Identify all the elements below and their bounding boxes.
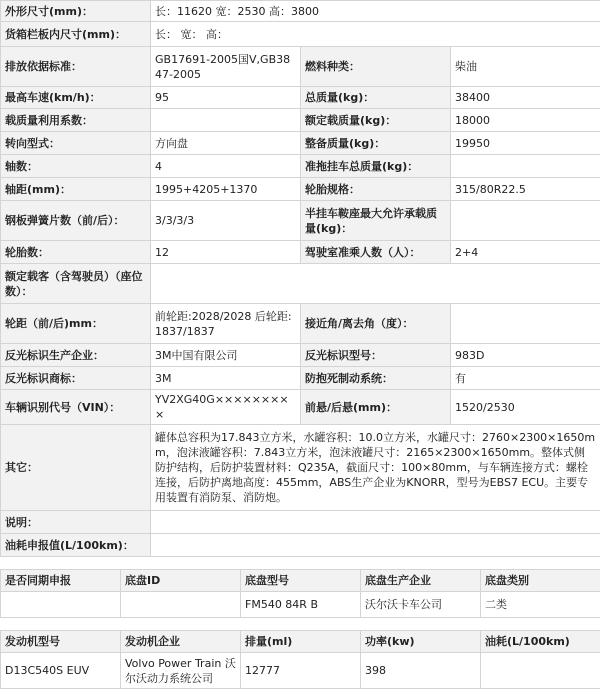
engine-power-value: 398 — [361, 653, 481, 689]
outer-size-value: 长：11620 宽：2530 高：3800 — [151, 1, 600, 22]
wheelbase-value: 1995+4205+1370 — [151, 178, 301, 201]
saddle-load-value — [451, 201, 600, 241]
reflector-maker-label: 反光标识生产企业： — [1, 344, 151, 367]
engine-header-fuel: 油耗(L/100km) — [481, 631, 600, 653]
engine-table — [0, 630, 600, 689]
reflector-model-value: 983D — [451, 344, 600, 367]
passenger-capacity-label: 额定载客（含驾驶员）（座位数）： — [1, 264, 151, 304]
chassis-header-category: 底盘类别 — [481, 570, 600, 592]
cab-seats-value: 2+4 — [451, 241, 600, 264]
approach-angle-value — [451, 304, 600, 344]
rated-load-value: 18000 — [451, 109, 600, 132]
passenger-capacity-value — [151, 264, 600, 304]
chassis-header-maker: 底盘生产企业 — [361, 570, 481, 592]
overhang-value: 1520/2530 — [451, 390, 600, 425]
curb-mass-label: 整备质量(kg)： — [301, 132, 451, 155]
track-width-value: 前轮距:2028/2028 后轮距:1837/1837 — [151, 304, 301, 344]
chassis-table — [0, 569, 600, 618]
vin-label: 车辆识别代号（VIN）： — [1, 390, 151, 425]
chassis-header-model: 底盘型号 — [241, 570, 361, 592]
total-mass-label: 总质量(kg)： — [301, 87, 451, 109]
note-label: 说明： — [1, 511, 151, 534]
fuel-report-label: 油耗申报值(L/100km)： — [1, 534, 151, 557]
engine-header-displacement: 排量(ml) — [241, 631, 361, 653]
reflector-maker-value: 3M中国有限公司 — [151, 344, 301, 367]
overhang-label: 前悬/后悬(mm)： — [301, 390, 451, 425]
saddle-load-label: 半挂车鞍座最大允许承载质量(kg)： — [301, 201, 451, 241]
steering-label: 转向型式： — [1, 132, 151, 155]
axle-count-label: 轴数： — [1, 155, 151, 178]
trailer-mass-value — [451, 155, 600, 178]
note-value — [151, 511, 600, 534]
load-utilization-label: 载质量利用系数： — [1, 109, 151, 132]
fuel-type-label: 燃料种类： — [301, 47, 451, 87]
cargo-size-value: 长： 宽： 高： — [151, 22, 600, 47]
total-mass-value: 38400 — [451, 87, 600, 109]
reflector-brand-label: 反光标识商标： — [1, 367, 151, 390]
chassis-id-value — [121, 592, 241, 618]
track-width-label: 轮距（前/后)mm： — [1, 304, 151, 344]
reflector-brand-value: 3M — [151, 367, 301, 390]
fuel-report-value — [151, 534, 600, 557]
max-speed-value: 95 — [151, 87, 301, 109]
approach-angle-label: 接近角/离去角（度）： — [301, 304, 451, 344]
chassis-maker-value: 沃尔沃卡车公司 — [361, 592, 481, 618]
load-utilization-value — [151, 109, 301, 132]
engine-header-model: 发动机型号 — [1, 631, 121, 653]
cargo-size-label: 货箱栏板内尺寸(mm)： — [1, 22, 151, 47]
chassis-model-value: FM540 84R B — [241, 592, 361, 618]
emission-standard-value: GB17691-2005国Ⅴ,GB3847-2005 — [151, 47, 301, 87]
vin-value: YV2XG40G××××××××× — [151, 390, 301, 425]
section-gap — [0, 557, 600, 569]
rated-load-label: 额定载质量(kg)： — [301, 109, 451, 132]
abs-value: 有 — [451, 367, 600, 390]
wheelbase-label: 轴距(mm)： — [1, 178, 151, 201]
tire-spec-label: 轮胎规格： — [301, 178, 451, 201]
cab-seats-label: 驾驶室准乘人数（人）： — [301, 241, 451, 264]
chassis-category-value: 二类 — [481, 592, 600, 618]
emission-standard-label: 排放依据标准： — [1, 47, 151, 87]
fuel-type-value: 柴油 — [451, 47, 600, 87]
tire-count-value: 12 — [151, 241, 301, 264]
engine-fuel-value — [481, 653, 600, 689]
engine-header-maker: 发动机企业 — [121, 631, 241, 653]
leaf-spring-value: 3/3/3/3 — [151, 201, 301, 241]
steering-value: 方向盘 — [151, 132, 301, 155]
engine-displacement-value: 12777 — [241, 653, 361, 689]
max-speed-label: 最高车速(km/h)： — [1, 87, 151, 109]
trailer-mass-label: 准拖挂车总质量(kg)： — [301, 155, 451, 178]
tire-spec-value: 315/80R22.5 — [451, 178, 600, 201]
outer-size-label: 外形尺寸(mm)： — [1, 1, 151, 22]
engine-model-value: D13C540S EUV — [1, 653, 121, 689]
abs-label: 防抱死制动系统： — [301, 367, 451, 390]
axle-count-value: 4 — [151, 155, 301, 178]
section-gap — [0, 618, 600, 630]
reflector-model-label: 反光标识型号： — [301, 344, 451, 367]
leaf-spring-label: 钢板弹簧片数（前/后）： — [1, 201, 151, 241]
tire-count-label: 轮胎数： — [1, 241, 151, 264]
curb-mass-value: 19950 — [451, 132, 600, 155]
chassis-header-id: 底盘ID — [121, 570, 241, 592]
other-info-value: 罐体总容积为17.843立方米，水罐容积：10.0立方米，水罐尺寸：2760×2300×1650mm，泡沫液罐容积：7.843立方米，泡沫液罐尺寸：2165×2300×1650mm。整体式侧防护结构，后防护装置材料：Q235A，截面尺寸：100×80mm，与车辆连接方式：螺栓连接，后防护离地高度：455mm，ABS生产企业为KNORR，型号为EBS7 ECU。主要专用装置有消防泵、消防炮。 — [151, 425, 600, 511]
other-info-label: 其它： — [1, 425, 151, 511]
chassis-header-sync: 是否同期申报 — [1, 570, 121, 592]
chassis-sync-value — [1, 592, 121, 618]
engine-header-power: 功率(kw) — [361, 631, 481, 653]
engine-maker-value: Volvo Power Train 沃尔沃动力系统公司 — [121, 653, 241, 689]
